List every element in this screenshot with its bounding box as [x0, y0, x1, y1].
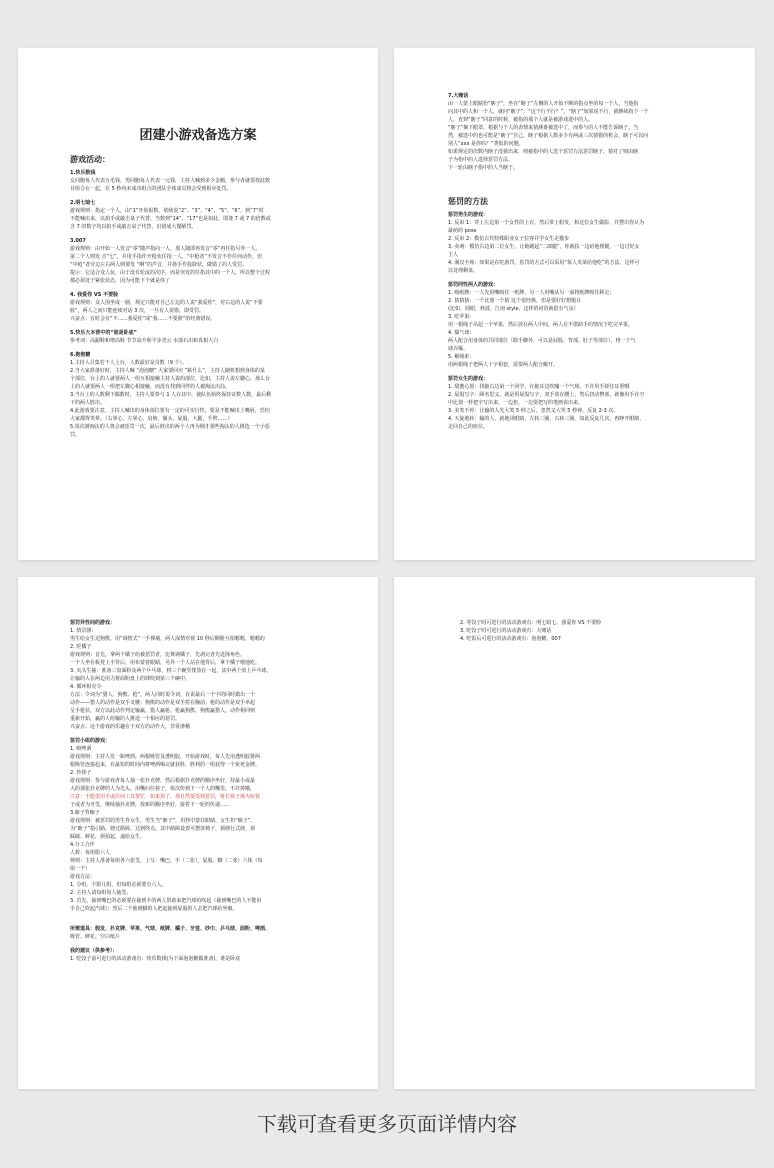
text-line: 1. 吸纸牌：一人先用嘴吸住一纸牌，另一人用嘴从另一面将纸牌吸住移走； [448, 290, 615, 296]
text-line: 组一个） [70, 866, 91, 872]
text-line: 4. 循环相克令 [70, 684, 102, 690]
text-line: 女同胞每人代表五毛钱，男同胞每人代表一元钱，主持人喊到多少金额，参与者就要按此数 [70, 178, 271, 184]
text-line: 5. 解绳索： [448, 354, 475, 360]
text-line: 大家都得笑晕。（右掌心，左掌心，肩膀，额头，屁股，大腿，手臂……） [70, 416, 233, 422]
text-line: 5.每次被淘汰的人将会被惩罚一次，最后胜出的两个人再为刚才那些淘汰的人挑选一个小惩 [70, 424, 270, 430]
download-more-caption: 下载可查看更多页面详情内容 [257, 1112, 517, 1136]
document-page-2 [394, 48, 755, 560]
text-line: 下一轮由瞎子指中的人当瞎子。 [448, 165, 519, 171]
sub-heading: 所需道具：假发、扑克牌、苹果、气球、纸牌、橘子、牙签、纱巾、乒乓球、面粉、啤酒、 [70, 926, 271, 932]
text-line: 提示：它适合众人玩，由于没有轮流的次序，而是突发的任指其中的一个人，所以整个过程 [70, 270, 271, 276]
text-line: 子为指中的人选择惩罚方法。 [448, 157, 514, 163]
text-line: 2. 等饺子时可进行的活动游戏有：明七暗七、我爱你 VS 不要脸 [460, 620, 602, 626]
text-line: 3. 美笑不停：让输的人先大笑 5 秒之后，忽然又大哭 5 秒钟，反复 2-3 次。 [448, 408, 619, 414]
text-line: 4. 爆气球： [448, 330, 475, 336]
text-line: 吸管、鲜花、空白纸片 [70, 934, 121, 940]
text-line: 游戏规则：首先，拿两个橘子给被惩罚者，比赛剥橘子，先剥完者先选择角色。 [70, 652, 246, 658]
text-line: 第二个人则发 音“七”，并用手指作开枪状任指一人，“中枪者”不发音不作任何动作，但 [70, 254, 262, 260]
page-3-lines [70, 619, 271, 963]
text-line: 一个人坐在板凳上手背后，用布蒙着眼睛，另外一个人站在他背后，拿个橘子喂他吃。 [70, 660, 261, 666]
sub-heading: 4. 我爱你 VS 不要脸 [70, 292, 119, 298]
text-line: 子或者为牙签，继续抽扑克牌，按新的顺序坐好，接着下一轮的传递…… [70, 802, 231, 808]
text-line: 3. 吃苹果： [448, 314, 475, 320]
text-line: 别人“xxx 是你吗？”类似的问题。 [448, 141, 524, 147]
text-line: 游戏规则：由开始一人发音“零”随声指向一人，那人随即再发音“零”再任指另外一人， [70, 246, 261, 252]
text-line: 游戏方法： [70, 874, 96, 880]
page-4-content [460, 619, 601, 643]
text-line: 游戏规则：被惩罚的男生背女生，男生当“瞎子”，用抄巾蒙住眼睛，女生扮“瘸子”， [70, 818, 256, 824]
text-line: 呈手枪状，双方以此动作判定输赢，猎人赢枪、枪赢狗熊、狗熊赢猎人，动作相同则 [70, 708, 256, 714]
page-1-lines [70, 169, 326, 439]
sub-heading: 惩罚同性两人的游戏： [448, 282, 499, 288]
text-line: 注意：不能借用手或任何工具帮忙，如果掉了，那自然要受到惩罚，将长筷子换为短筷 [70, 794, 261, 800]
text-line: 4.分工合作 [70, 842, 95, 848]
text-line: 规则：主持人准备每组各六张签，上写：嘴巴，手（二张），屁股，脚（二张）六体（每 [70, 858, 263, 864]
text-line: 向其中的人和一个人，就问“瞎子”：“这个行不行？”，“瞎子”如果说不行，就继续指下一个 [448, 109, 649, 115]
text-line: 下的两人胜出。 [70, 400, 106, 406]
sub-heading: 惩罚小组的游戏： [70, 738, 111, 744]
text-line: 3. 吃饺子时可进行的活动游戏有：大赌话 [460, 628, 552, 634]
text-line: 最萌的 pose [448, 228, 477, 234]
section-heading-punishment: 惩罚的方法 [448, 197, 488, 206]
text-line: 用一根绳子吊起一个苹果，然后放在两人中间，两人在不借助手的情况下吃完苹果。 [448, 322, 634, 328]
text-line: 人数：每组限六人 [70, 850, 111, 856]
text-line: 踩破、鲜花，须拍起，递给女生。 [70, 834, 146, 840]
text-line: 1. 情景剧： [70, 628, 97, 634]
sub-heading: 1.快乐数钱 [70, 170, 96, 176]
text-line: 含 7 的数字均以拍手或敲击桌子代替，出错成大餐陋罚。 [70, 224, 197, 230]
text-line: 1.主持人召集若干人上台，人数最好是奇数（9 个）。 [70, 360, 188, 366]
spacer [448, 172, 649, 194]
text-line: 手自己吹起汽球）；然后二个抽到脚的人把起抽到屁股的人去把汽球给坐破。 [70, 906, 238, 912]
sub-heading: 6.抱抱糖 [70, 352, 91, 358]
text-line: 2.当大家准备好时，主持人喊 “泡泡糖” 大家要回应 “粘什么”，主持人随机想到身体的某 [70, 368, 265, 374]
text-line: 3.当台上的人数剩下偶数时，主持人要参与 1 人在其中，使队伍始终保持奇数人数，最后剩 [70, 392, 272, 398]
text-line: 4. 天旋地转：输的人，就地闭眼睛，左转三圈，右转三圈，如此反复几次，再睁开眼睛， [448, 416, 645, 422]
sub-heading: 5.快乐大本营中的“谁是卧底” [70, 330, 137, 336]
text-line: 兴奋点：有时会有“不……我爱你”或“我……不要脸”的经典错误。 [70, 316, 216, 322]
text-line: 动作——猎人的动作是双手叉腰；狗熊的动作是双手搭在胸前；枪的动作是双手举起 [70, 700, 256, 706]
document-page-3 [18, 577, 378, 1089]
text-line: 4.此游戏要注意，主持人喊出的身体部位要有一定的可实行性，要是不能喊出上嘴唇，恐怕 [70, 408, 270, 414]
text-line: 球弄爆。 [448, 346, 469, 352]
text-line: 方法：令词为“猎人、狗熊、枪”，两人同时说令词，在说最后一个字的同时做出一个 [70, 692, 256, 698]
text-line: 2. 屁股写字：顾名思义，就是用屁股写字，双手放在腰上，然后扭动臀部，就像用手在空 [448, 392, 645, 398]
sub-heading: 惩罚异性间的游戏： [70, 620, 116, 626]
text-line: 让输的人在两边用力将面粉盘上的球吹到第三个碗中。 [70, 676, 191, 682]
text-line: 大的那张扑克牌的人为先头，用嘴叼住筷子，依次传到下一个人的嘴里，不许掉哦， [70, 786, 256, 792]
text-line: 3. 首先，抽到嘴巴的必须要在抽到手的两人帮助来把汽球给吹起（抽到嘴巴的人不能用 [70, 898, 262, 904]
document-page-4 [394, 577, 755, 1089]
text-line: 如果规定的次数内瞎子没猜出来，则被指中的人选个惩罚方法惩罚瞎子，猜对了则由瞎 [448, 149, 639, 155]
text-line: 不能喊出来，以拍手或敲击桌子代替，当数到“14”、“17”也是如此，即逢 7 或 7 的倍数或 [70, 216, 271, 222]
text-line: 都必须处于紧张状态，因为可能下个就是你了 [70, 278, 171, 284]
sub-heading: 7.大赌话 [448, 93, 469, 99]
text-line: 1. 吃饺子前可进行的活动游戏有：快乐数钱(为下面泡泡糖做准备)，谁是卧底 [70, 956, 241, 962]
text-line: 人，直到“瞎子”同意的时候，被指的那个人就是被游戏选中的人。 [448, 117, 594, 123]
text-line: 罚。 [70, 432, 81, 438]
text-line: 参考词：高跟鞋和增高鞋 节节高升和平步青云 水落石出和真相大白 [70, 338, 219, 344]
text-line: 4. 吃饭后可进行的活动游戏有：泡泡糖、007 [460, 636, 561, 642]
text-line: 游戏规则：主持人发一瓶啤酒，两根吸管及透明胶，开始游戏时，每人先用透明胶将两 [70, 754, 261, 760]
text-line: 男生给女生逗狗熊，用“调情式”一手撑墙，两人深情对视 10 秒后侧脸互相嗯嗯，嗯嗯的 [70, 636, 265, 642]
text-line: 为“瞎子”指引路，绕过路障，达到终点，其中路障设置可摆放椅子，须绕行式绕，须 [70, 826, 256, 832]
text-line: 然，被选中的也可能是“瞎子”自己，瞎子根据人数多少有两或三次猜错的机会，瞎子可以问 [448, 133, 649, 139]
page-1-content [70, 128, 326, 439]
page-4-lines [460, 619, 601, 643]
text-line: 1. 吸啤酒 [70, 746, 92, 752]
text-line: 2. 猜猜猜：一个比划一个猜 这个很经典，但是要好好想题目 [448, 298, 581, 304]
text-line: 2. 主持人请每组每人抽签。 [70, 890, 132, 896]
text-line: 由一人蒙上眼睛扮“瞎子”，坐在“瞎子”左侧的人开始不断的指点坐的每一个人，当他指 [448, 101, 639, 107]
sub-heading: 3.007 [70, 238, 86, 244]
text-line: 3.瞎子背瘸子 [70, 810, 100, 816]
text-line: 主人 [448, 252, 459, 258]
text-line: 个部位，台上的人就要两人一组互相接触主持人说的部位，比如，主持人说左脚心，那么台 [70, 376, 271, 382]
sub-heading: 惩罚男生的游戏： [448, 212, 489, 218]
page-2-lines [448, 211, 649, 431]
text-line: 游戏规则：指定一个人，由“1”开始报数，依续说“2”、“3”、“4”、“5”、“6”，到“7”时 [70, 208, 264, 214]
sub-heading: 惩罚女生的游戏： [448, 376, 489, 382]
page-2-content [448, 92, 649, 431]
text-line: 2. 传筷子 [70, 770, 92, 776]
page-2-intro [448, 92, 649, 172]
text-line: 3. 夹头生抽：准备三盘面粉及两个乒乓球，将三个碗竖排放在一起，其中两个放上乒乓球， [70, 668, 272, 674]
text-line: 1. 反串 1：穿上左边第一个女性的上衣，然后带上假发，和这位女生做影，并摆出你认为 [448, 220, 645, 226]
text-line: 以处理剩菜。 [448, 268, 479, 274]
page-3-content [70, 619, 271, 963]
text-line: 根吸管连接起来，在最短的时间内将啤酒喝完就获胜，胜利的一组获得一个免死金牌。 [70, 762, 261, 768]
text-line: 游戏规则：众人围坐成一圈，规定只能对自己左边的人说“我爱你”，对右边的人说“不要 [70, 300, 263, 306]
text-line: 两人配合用身体的共同部位（除手脚外，可以是屁股、背部、肚子等部位），将一个气 [448, 338, 636, 344]
document-page-1 [18, 48, 378, 560]
text-line: 3. 卖萌：模仿右边第二位女生，让她跳起“二郎腿”，你就扶一边给他捶腿，一边讨好女 [448, 244, 640, 250]
text-line: 目组合在一起，在 5 秒内未成功组合的团队全体成员将会受到相应处罚。 [70, 186, 232, 192]
text-line: 上的人就要两人一组把左脚心相接触，而没有找到同伴的人被淘汰出局。 [70, 384, 231, 390]
text-line: 重新开始，赢的人给输的人挑选一个相应的惩罚。 [70, 716, 181, 722]
text-line: 中比划一样把字写出来，一边扭，一边要把写的笔画说出来。 [448, 400, 584, 406]
text-line: 游戏规则：参与游戏者每人抽一张扑克牌，然后根据扑克牌的顺序坐好，持最小或最 [70, 778, 256, 784]
text-line: “中枪”者旁边左右两人则要发 “啊”的声音，并扬手作投降状，做错了的人受罚。 [70, 262, 247, 268]
section-heading-games: 游戏活动： [70, 155, 110, 164]
text-line: 4. 满汉全席：如果是在吃游罚，惩罚的方式可以采用“每人夹菜给他吃”的方法，这样可 [448, 260, 640, 266]
sub-heading: 我的建议（供参考）： [70, 948, 118, 954]
text-line: 2. 反串 2：模仿古代特殊职业女子拉客并学女生走猫步 [448, 236, 570, 242]
text-line: 走回自己的座位。 [448, 424, 489, 430]
document-title: 团建小游戏备选方案 [139, 128, 257, 143]
text-line: “瞎子”摘下眼罩，根据与个人的表情来猜测谁被选中了，而参与的人不能告诉瞎子。当 [448, 125, 639, 131]
text-line: 兴奋点：这个游戏的乐趣在于双方的动作大，非常滑稽 [70, 724, 191, 730]
text-line: 1. 甜蜜心愿：找她右边第一个同学，在她耳边吹嘘一个气球，不许用手搓住耳垂哦 [448, 384, 630, 390]
text-line: 2. 吃橘子 [70, 644, 92, 650]
text-line: 用两根绳子把两人十字相套，需要两人配合解开。 [448, 362, 559, 368]
text-line: (比如，圆眼，秋波，江南 style，这样的词语就很有气氛） [448, 306, 579, 312]
text-line: 1. 分组，不限几组，但每组必须要有六人。 [70, 882, 167, 888]
text-line: 脸”，两人之间只能连续对话 3 次，一旦有人说错，即受罚。 [70, 308, 204, 314]
sub-heading: 2.明七暗七 [70, 200, 96, 206]
